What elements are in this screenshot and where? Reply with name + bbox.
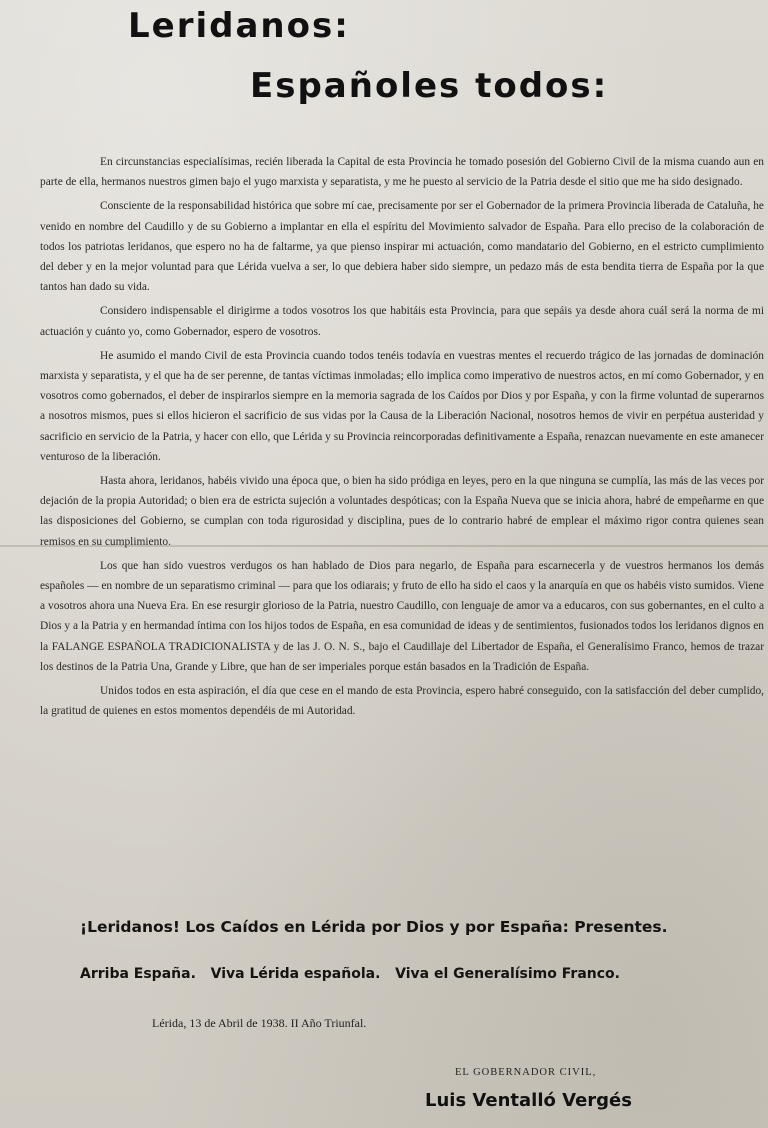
paragraph-3: Considero indispensable el dirigirme a todos vosotros los que habitáis esta Provincia, para que sepáis ya desde ahora cuál será la norma de mi actuación y cuánto yo, como Gobernador, espero de vosotros. [40, 305, 764, 338]
signatory-title: EL GOBERNADOR CIVIL, [455, 1067, 597, 1078]
paragraph-5: Hasta ahora, leridanos, habéis vivido una época que, o bien ha sido pródiga en leyes, pero en la que ninguna se cumplía, las más de las veces por dejación de la propia Autoridad; o bien era de estricta sujeción a voluntades despóticas; con la España Nueva que se inicia ahora, habré de empeñarme en que las disposiciones del Gobierno, se cumplan con toda rigurosidad y disciplina, pues de lo contrario habré de emplear el máximo rigor contra quienes sean remisos en su cumplimiento. [40, 475, 764, 548]
heading-line-2: Españoles todos: [250, 66, 609, 106]
cheer-viva-lerida: Viva Lérida española. [210, 966, 381, 982]
paragraph-2: Consciente de la responsabilidad histórica que sobre mí cae, precisamente por ser el Gobernador de la primera Provincia liberada de Cataluña, he venido en nombre del Caudillo y de su Gobierno a implantar en ella el espíritu del Movimiento salvador de España. Para ello preciso de la colaboración de todos los patriotas leridanos, que espero no ha de faltarme, ya que pienso inspirar mi actuación, como mandatario del Gobierno, en el estricto cumplimiento del deber y en la mejor voluntad para que Lérida vuelva a ser, lo que debiera haber sido siempre, un pedazo más de esta bendita tierra de España por la que tantos han dado su vida. [40, 200, 764, 294]
cheer-arriba-espana: Arriba España. [80, 966, 196, 982]
paragraph-6: Los que han sido vuestros verdugos os han hablado de Dios para negarlo, de España para escarnecerla y de vuestros hermanos los demás españoles — en nombre de un separatismo criminal — para que los odiarais; y fruto de ello ha sido el caos y la anarquía en que os habéis visto sumidos. Viene a vosotros ahora una Nueva Era. En ese resurgir glorioso de la Patria, nuestro Caudillo, con lenguaje de amor va a educaros, con sus gobernantes, en el culto a Dios y a la Patria y en hermandad íntima con los hijos todos de España, en esa comunidad de ideas y de sentimientos, fusionados todos los leridanos dignos en la FALANGE ESPAÑOLA TRADICIONALISTA y de las J. O. N. S., bajo el Caudillaje del Libertador de España, el Generalísimo Franco, hemos de trazar los destinos de la Patria Una, Grande y Libre, que han de ser imperiales porque están basados en la Tradición de España. [40, 559, 764, 673]
heading-line-1: Leridanos: [128, 6, 350, 46]
paragraph-1: En circunstancias especialísimas, recién liberada la Capital de esta Provincia he tomado posesión del Gobierno Civil de la misma cuando aun en parte de ella, hermanos nuestros gimen bajo el yugo marxista y separatista, y me he puesto al servicio de la Patria desde el sitio que me ha sido designado. [40, 156, 764, 189]
closing-cheers [80, 966, 620, 982]
closing-salute: ¡Leridanos! Los Caídos en Lérida por Dios y por España: Presentes. [80, 918, 668, 936]
signatory-name: Luis Ventalló Vergés [425, 1090, 632, 1111]
cheer-viva-franco: Viva el Generalísimo Franco. [395, 966, 620, 982]
paragraph-7: Unidos todos en esta aspiración, el día que cese en el mando de esta Provincia, espero habré conseguido, con la satisfacción del deber cumplido, la gratitud de quienes en estos momentos dependéis de mi Autoridad. [40, 685, 764, 718]
date-line: Lérida, 13 de Abril de 1938. II Año Triunfal. [152, 1016, 367, 1030]
paragraph-4: He asumido el mando Civil de esta Provincia cuando todos tenéis todavía en vuestras mentes el recuerdo trágico de las jornadas de dominación marxista y separatista, y el que ha de ser perenne, de tantas víctimas inmoladas; ello implica como imperativo de nuestros actos, en mí como Gobernador, y en vosotros como gobernados, el deber de inspirarlos siempre en la memoria sagrada de los Caídos por Dios y por España, y con la firme voluntad de superarnos a nosotros mismos, pues si ellos hicieron el sacrificio de sus vidas por la Causa de la Liberación Nacional, nosotros hemos de vivir en perpétua austeridad y sacrificio en servicio de la Patria, y hacer con ello, que Lérida y su Provincia reincorporadas definitivamente a España, renazcan nuevamente en este amanecer venturoso de la liberación. [40, 349, 764, 463]
proclamation-body [40, 152, 764, 725]
